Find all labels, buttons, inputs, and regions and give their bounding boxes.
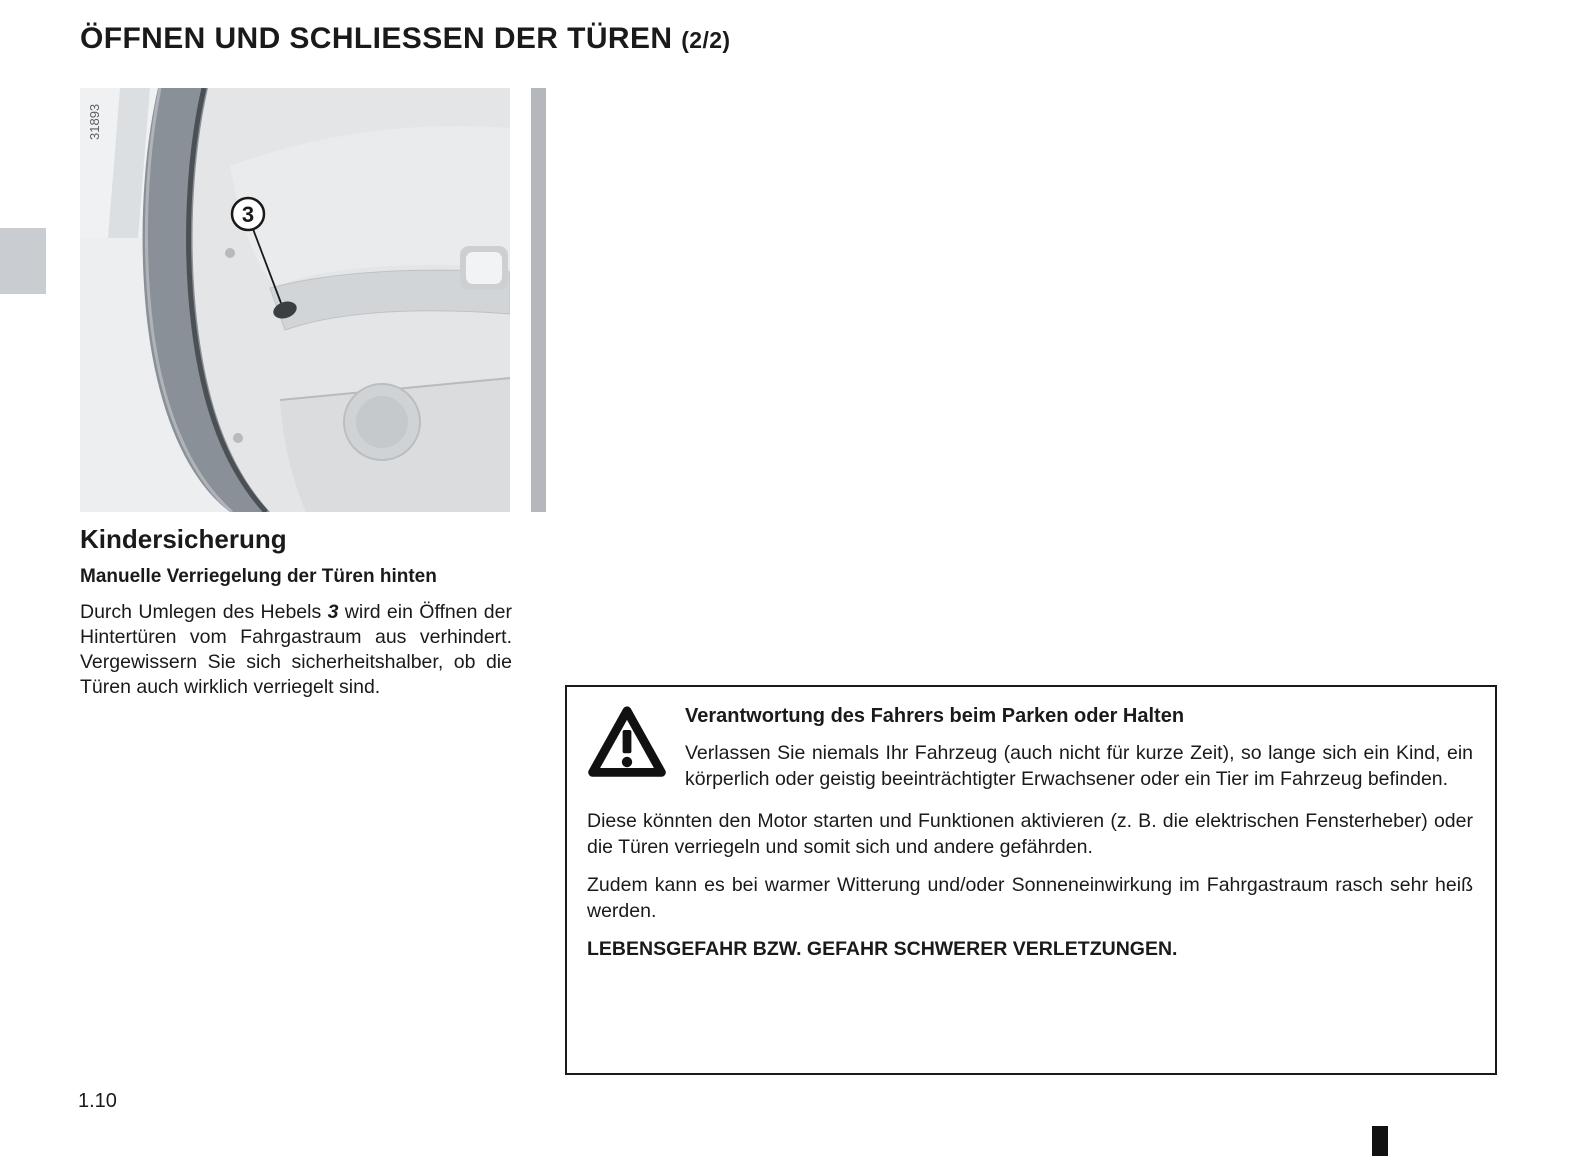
warning-box xyxy=(565,685,1497,1075)
warning-paragraph-1: Verlassen Sie niemals Ihr Fahrzeug (auch nicht für kurze Zeit), so lange sich ein Kind, ein körperlich oder geistig beeinträchtigter Erwachsener oder ein Tier im Fahrzeug befinden. xyxy=(685,742,1473,790)
section-body xyxy=(80,600,512,700)
warning-triangle-icon xyxy=(587,701,667,779)
page-number: 1.10 xyxy=(78,1090,117,1112)
warning-paragraph-4: LEBENSGEFAHR BZW. GEFAHR SCHWERER VERLETZUNGEN. xyxy=(587,938,1178,960)
section-heading: Kindersicherung xyxy=(80,524,287,554)
corner-print-mark xyxy=(1372,1126,1388,1156)
page-title-text: ÖFFNEN UND SCHLIESSEN DER TÜREN xyxy=(80,22,673,55)
door-photo-figure xyxy=(80,88,510,512)
section-tab xyxy=(0,228,46,294)
warning-paragraph-2: Diese könnten den Motor starten und Funktionen aktivieren (z. B. die elektrischen Fensterheber) oder die Türen verriegeln und somit sich und andere gefährden. xyxy=(587,810,1473,858)
section-subheading: Manuelle Verriegelung der Türen hinten xyxy=(80,566,437,587)
door-photo xyxy=(80,88,510,512)
page-title-suffix: (2/2) xyxy=(681,27,731,53)
page-title xyxy=(80,22,730,56)
photo-number: 31893 xyxy=(87,103,102,140)
column-divider xyxy=(531,88,546,512)
warning-heading: Verantwortung des Fahrers beim Parken oder Halten xyxy=(685,705,1185,727)
body-text-before: Durch Umlegen des Hebels xyxy=(80,601,328,623)
warning-paragraph-3: Zudem kann es bei warmer Witterung und/oder Sonneneinwirkung im Fahrgastraum rasch sehr heiß werden. xyxy=(587,874,1473,922)
body-text-after: wird ein Öffnen der Hintertüren vom Fahrgastraum aus verhindert. Vergewissern Sie sich sicherheitshalber, ob die Türen auch wirklich verriegelt sind. xyxy=(80,601,512,698)
callout-label: 3 xyxy=(241,202,255,227)
body-callout-ref: 3 xyxy=(327,601,339,623)
